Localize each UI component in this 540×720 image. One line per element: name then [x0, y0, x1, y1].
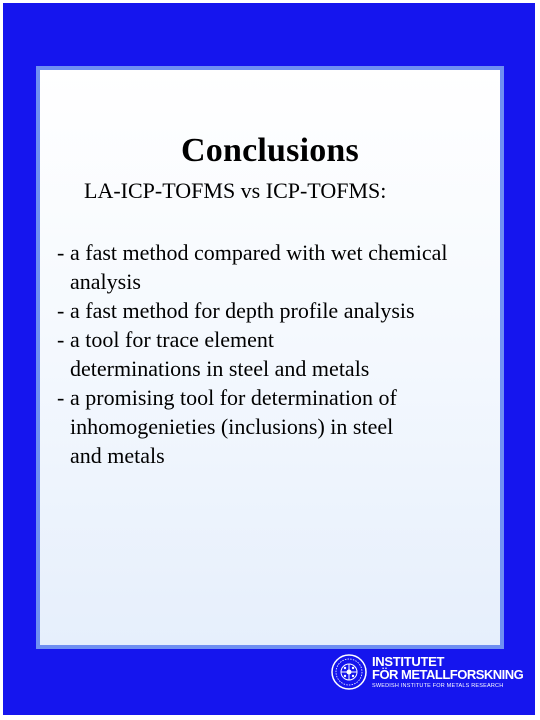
bullet-line: determinations in steel and metals: [70, 356, 370, 381]
bullet-item: [57, 325, 497, 383]
bullet-line: analysis: [70, 269, 141, 294]
bullet-item: [57, 238, 497, 296]
slide: [3, 3, 535, 715]
slide-subtitle: LA-ICP-TOFMS vs ICP-TOFMS:: [84, 178, 387, 203]
bullet-dash: -: [57, 240, 65, 265]
institute-seal-icon: [330, 653, 368, 691]
bullet-line: a promising tool for determination of: [70, 385, 397, 410]
bullet-line: and metals: [70, 443, 165, 468]
logo-tagline: SWEDISH INSTITUTE FOR METALS RESEARCH: [372, 683, 504, 689]
bullet-line: a tool for trace element: [70, 327, 275, 352]
institute-logo: [330, 653, 535, 695]
bullet-line: a fast method for depth profile analysis: [70, 298, 415, 323]
bullet-list: [57, 238, 497, 470]
slide-title: Conclusions: [181, 132, 359, 169]
bullet-line: a fast method compared with wet chemical: [70, 240, 448, 265]
bullet-line: inhomogenieties (inclusions) in steel: [70, 414, 394, 439]
logo-name-line2: FÖR METALLFORSKNING: [372, 667, 524, 682]
bullet-dash: -: [57, 385, 65, 410]
bullet-dash: -: [57, 298, 65, 323]
bullet-item: [57, 296, 497, 325]
logo-name-line1: INSTITUTET: [372, 654, 445, 669]
bullet-item: [57, 383, 497, 470]
bullet-dash: -: [57, 327, 65, 352]
content-panel: [40, 70, 500, 645]
